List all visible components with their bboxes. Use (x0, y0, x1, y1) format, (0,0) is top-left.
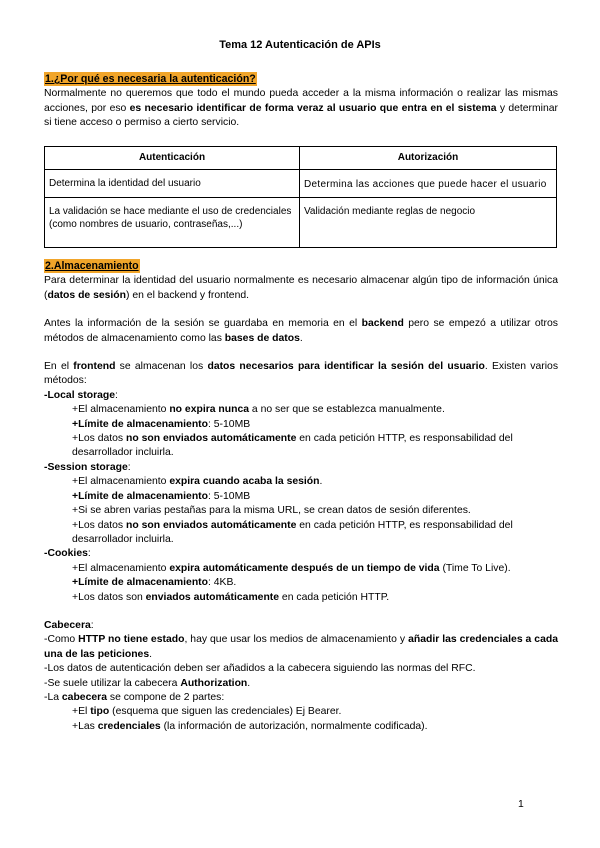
text-run: . (149, 648, 152, 660)
cookies-list: -Cookies: +El almacenamiento expira automáticamente después de un tiempo de vida (Time To Live). +Límite de almacenamiento: 4KB. +Los datos son enviados automáticamente en cada petición HTTP. (44, 547, 558, 605)
list-item (44, 490, 558, 504)
list-item (44, 432, 558, 461)
text-run: en cada petición HTTP, es responsabilidad del desarrollador incluirla. (72, 519, 513, 545)
text-run: Normalmente no queremos que todo el mundo pueda acceder a la misma información o realizar las mismas acciones, por eso (44, 88, 558, 114)
section-1 (44, 72, 558, 131)
text-run: +El (72, 706, 91, 718)
list-item (44, 591, 558, 605)
text-run: -Se suele utilizar la cabecera (44, 677, 181, 689)
text-run: se compone de 2 partes: (106, 691, 225, 703)
text-run: en cada petición HTTP. (279, 591, 390, 603)
bold-run: frontend (73, 361, 116, 373)
bold-run: datos de sesión (47, 289, 126, 301)
text-run: : 5-10MB (208, 490, 251, 502)
text-run: -Como (44, 634, 79, 646)
text-run: +El almacenamiento (72, 404, 170, 416)
storage-paragraph-2 (44, 317, 558, 346)
list-item (44, 705, 558, 719)
bold-run: credenciales (97, 720, 161, 732)
table-cell: Validación mediante reglas de negocio (300, 198, 557, 248)
bold-run: datos necesarios para identificar la sesión del usuario (207, 361, 485, 373)
table-header-row (45, 147, 557, 170)
bold-run: enviados automáticamente (145, 591, 280, 603)
text-run: (la información de autorización, normalmente codificada). (160, 720, 428, 732)
bold-run: expira automáticamente después de un tiempo de vida (169, 562, 440, 574)
list-label: -Local storage (44, 389, 116, 401)
table-row (45, 170, 557, 198)
storage-paragraph-1 (44, 274, 558, 303)
text-run: . (319, 476, 323, 488)
list-item (44, 562, 558, 576)
bold-run: expira cuando acaba la sesión (169, 476, 320, 488)
bold-run: backend (361, 318, 404, 330)
text-run: . (247, 677, 251, 689)
table-row (45, 198, 557, 248)
text-run: +Las (72, 720, 98, 732)
text-run: : 4KB. (208, 577, 237, 589)
text-run: Para determinar la identidad del usuario normalmente es necesario almacenar algún tipo de información única ( (44, 275, 558, 301)
text-run: +Los datos son (72, 591, 146, 603)
list-item (44, 504, 558, 518)
table-header-cell: Autorización (300, 147, 557, 170)
bold-run: no son enviados automáticamente (126, 519, 297, 531)
list-item (44, 720, 558, 734)
text-run: (Time To Live). (439, 562, 511, 574)
text-run: . Existen varios métodos: (44, 361, 559, 387)
text-run: se almacenan los (115, 361, 208, 373)
list-item (44, 418, 558, 432)
text-run: en cada petición HTTP, es responsabilidad del desarrollador incluirla. (72, 433, 513, 459)
section-2 (44, 259, 558, 734)
list-label: -Session storage (44, 461, 128, 473)
page-number: 1 (518, 799, 524, 810)
bold-run: +Límite de almacenamiento (72, 490, 208, 502)
table-cell: La validación se hace mediante el uso de credenciales (como nombres de usuario, contraseñas,...) (45, 198, 300, 248)
text-run: (esquema que siguen las credenciales) Ej Bearer. (109, 706, 342, 718)
list-label: Cabecera (44, 619, 91, 631)
text-run: y determinar si tiene acceso o permiso a cierto servicio. (44, 102, 559, 129)
text-run: +El almacenamiento (72, 562, 170, 574)
bold-run: no son enviados automáticamente (126, 433, 297, 445)
text-run: +El almacenamiento (72, 476, 170, 488)
section-1-paragraph (44, 87, 558, 130)
text-run: +Los datos (72, 519, 127, 531)
list-item (44, 576, 558, 590)
header-section: Cabecera: -Como HTTP no tiene estado, hay que usar los medios de almacenamiento y añadir las credenciales a cada una de las peticiones. -Los datos de autenticación deben ser añadidos a la cabecera siguiendo las normas del RFC. -Se suele utilizar la cabecera Authorization. -La cabecera se compone de 2 partes: +El tipo (esquema que siguen las credenciales) Ej Bearer. +Las credenciales (la información de autorización, normalmente codificada). (44, 619, 558, 734)
list-item (44, 677, 558, 691)
bold-run: añadir las credenciales a cada una de las peticiones (44, 634, 558, 660)
text-run: En el (44, 361, 74, 373)
session-storage-list: -Session storage: +El almacenamiento expira cuando acaba la sesión. +Límite de almacenamiento: 5-10MB +Si se abren varias pestañas para la misma URL, se crean datos de sesión diferentes. +Los datos no son enviados automáticamente en cada petición HTTP, es responsabilidad del desarrollador incluirla. (44, 461, 558, 547)
list-item (44, 519, 558, 548)
bold-run: bases de datos (224, 332, 300, 344)
list-item (44, 403, 558, 417)
bold-run: tipo (90, 706, 110, 718)
text-run: . (299, 332, 303, 344)
section-1-heading: 1.¿Por qué es necesaria la autenticación? (45, 73, 256, 85)
list-label: -Cookies (44, 548, 88, 560)
storage-paragraph-3 (44, 360, 558, 389)
section-2-heading: 2.Almacenamiento (45, 260, 139, 272)
page-title: Tema 12 Autenticación de APIs (219, 39, 381, 51)
auth-comparison-table (44, 146, 557, 248)
bold-run: no expira nunca (169, 404, 250, 416)
text-run: : 5-10MB (208, 418, 251, 430)
text-run: -La (44, 691, 62, 703)
list-item (44, 633, 558, 662)
text-run: Antes la información de la sesión se guardaba en memoria en el (44, 318, 362, 330)
text-run: , hay que usar los medios de almacenamiento y (184, 634, 409, 646)
list-item: -Los datos de autenticación deben ser añadidos a la cabecera siguiendo las normas del RFC. (44, 663, 476, 675)
table-header-cell: Autenticación (45, 147, 300, 170)
text-run: +Si se abren varias pestañas para la misma URL, se crean datos de sesión diferentes. (72, 505, 471, 517)
list-item (44, 475, 558, 489)
list-item (44, 691, 558, 705)
bold-run: cabecera (61, 691, 107, 703)
text-run: a no ser que se establezca manualmente. (249, 404, 445, 416)
text-run: ) en el backend y frontend. (126, 289, 250, 301)
bold-run: es necesario identificar de forma veraz al usuario que entra en el sistema (129, 102, 497, 114)
bold-run: +Límite de almacenamiento (72, 577, 208, 589)
table-cell: Determina la identidad del usuario (45, 170, 300, 198)
local-storage-list: -Local storage: +El almacenamiento no expira nunca a no ser que se establezca manualmente. +Límite de almacenamiento: 5-10MB +Los datos no son enviados automáticamente en cada petición HTTP, es responsabilidad del desarrollador incluirla. (44, 389, 558, 461)
bold-run: Authorization (180, 677, 248, 689)
text-run: pero se empezó a utilizar otros métodos de almacenamiento como las (44, 318, 558, 344)
bold-run: +Límite de almacenamiento (72, 418, 208, 430)
text-run: +Los datos (72, 433, 127, 445)
table-cell: Determina las acciones que puede hacer el usuario (300, 170, 557, 198)
bold-run: HTTP no tiene estado (78, 634, 185, 646)
